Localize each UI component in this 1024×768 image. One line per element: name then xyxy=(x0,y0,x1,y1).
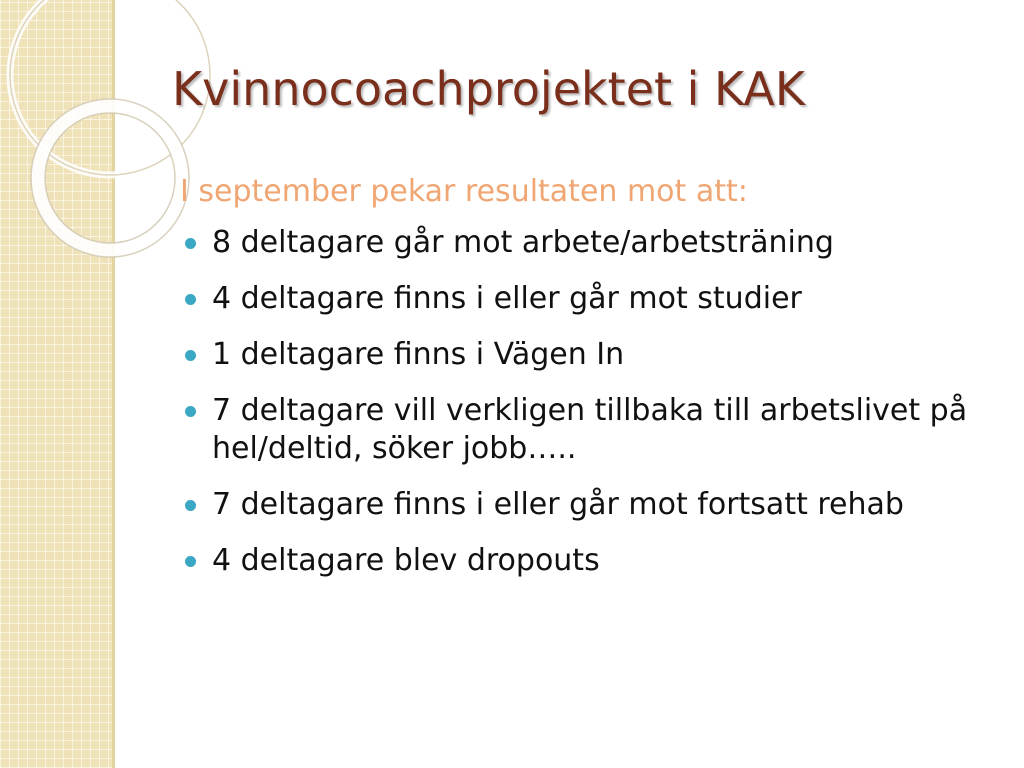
bullet-dot-icon xyxy=(185,500,196,511)
intro-text: I september pekar resultaten mot att: xyxy=(180,174,748,209)
list-item-text: 1 deltagare finns i Vägen In xyxy=(212,337,625,372)
list-item xyxy=(180,486,980,524)
list-item xyxy=(180,280,980,318)
bullet-dot-icon xyxy=(185,556,196,567)
list-item-text: 4 deltagare blev dropouts xyxy=(212,543,600,578)
bullet-dot-icon xyxy=(185,238,196,249)
slide-body xyxy=(180,170,980,598)
bullet-dot-icon xyxy=(185,350,196,361)
bullet-dot-icon xyxy=(185,294,196,305)
list-item xyxy=(180,542,980,580)
bullet-dot-icon xyxy=(185,406,196,417)
list-item-text: 4 deltagare finns i eller går mot studier xyxy=(212,281,802,316)
list-item-text: 7 deltagare vill verkligen tillbaka till arbetslivet på hel/deltid, söker jobb….. xyxy=(212,393,968,466)
list-item xyxy=(180,392,980,468)
list-item-text: 8 deltagare går mot arbete/arbetsträning xyxy=(212,225,834,260)
list-item xyxy=(180,224,980,262)
bullet-list xyxy=(180,224,980,580)
list-item-text: 7 deltagare finns i eller går mot fortsatt rehab xyxy=(212,487,904,522)
slide-title: Kvinnocoachprojektet i KAK xyxy=(172,62,806,116)
list-item xyxy=(180,336,980,374)
